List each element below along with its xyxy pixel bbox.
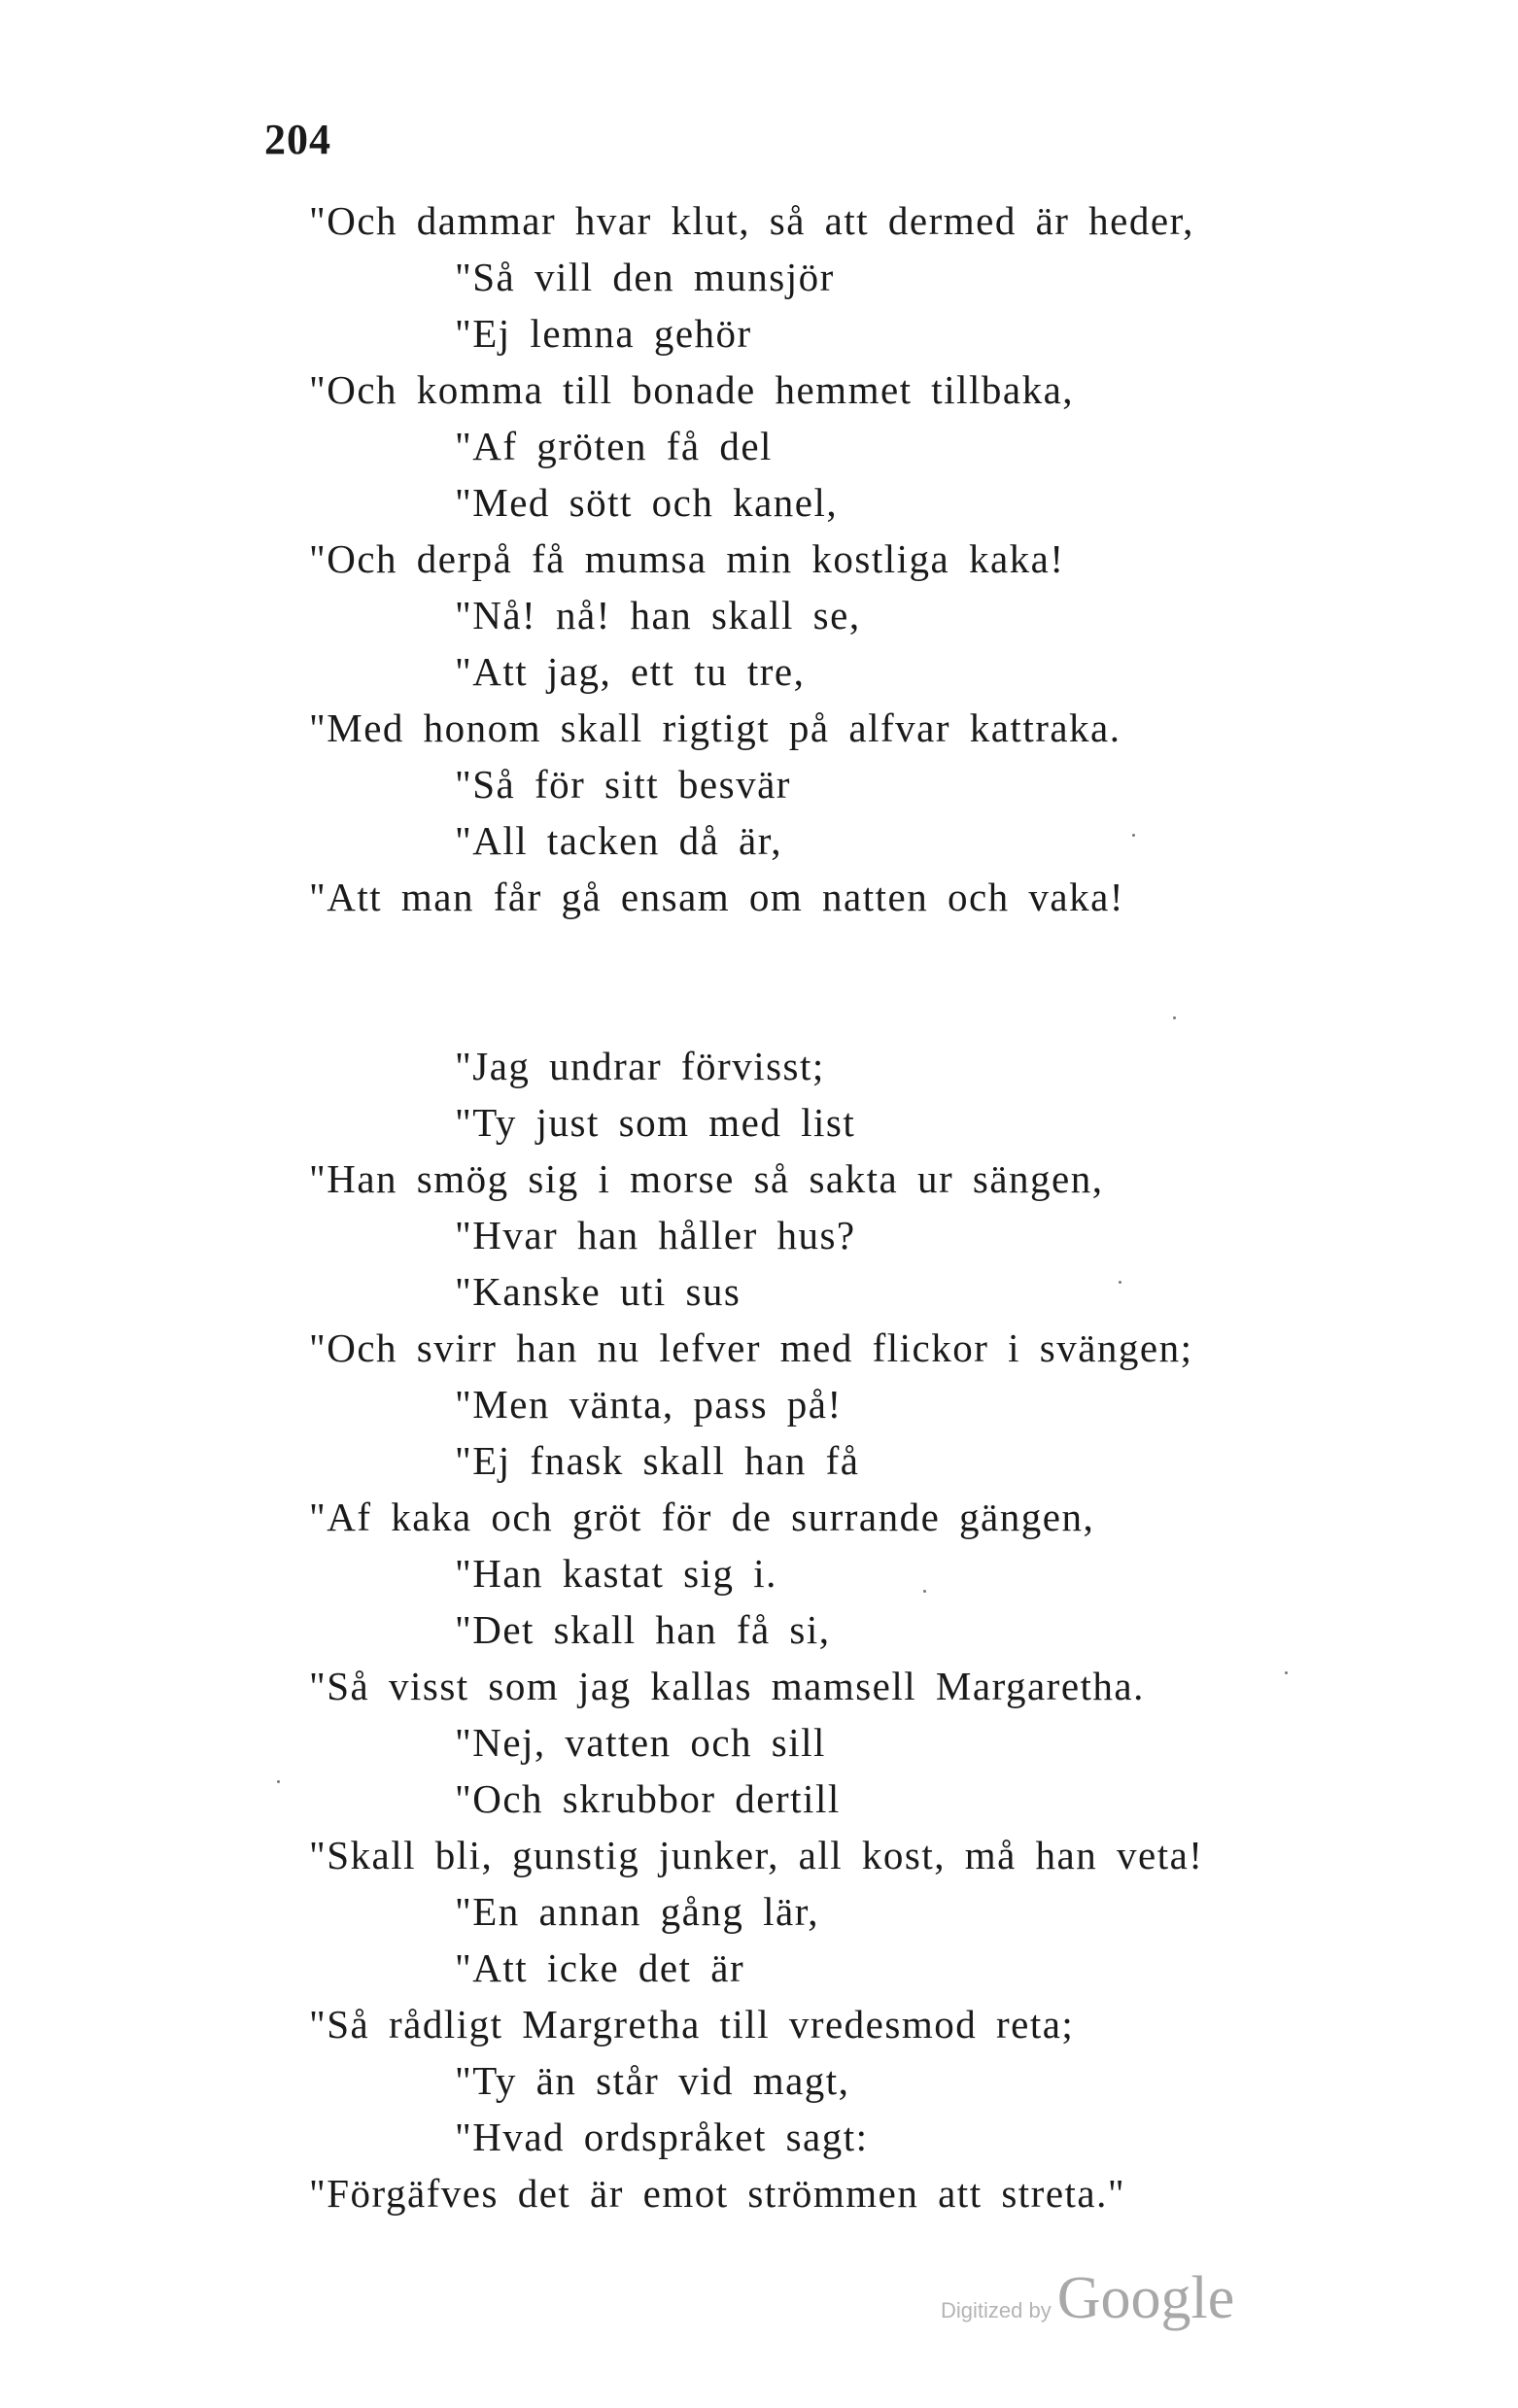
verse-line: "Jag undrar förvisst; <box>455 1044 825 1088</box>
verse-line: "Ty just som med list <box>455 1100 856 1145</box>
google-logo-text: Google <box>1056 2265 1235 2331</box>
scan-speck <box>1285 1671 1288 1674</box>
watermark-prefix: Digitized by <box>941 2298 1052 2322</box>
verse-line: "Skall bli, gunstig junker, all kost, må han veta! <box>309 1833 1204 1877</box>
verse-line: "Så vill den munsjör <box>455 255 835 299</box>
verse-line: "Och komma till bonade hemmet tillbaka, <box>309 367 1075 412</box>
verse-line: "Hvad ordspråket sagt: <box>455 2115 869 2159</box>
verse-line: "Och skrubbor dertill <box>455 1776 841 1821</box>
verse-line: "Med sött och kanel, <box>455 480 839 525</box>
scan-speck <box>277 1780 280 1783</box>
verse-line: "Af kaka och gröt för de surrande gängen, <box>309 1495 1095 1539</box>
verse-line: "Att jag, ett tu tre, <box>455 649 806 694</box>
verse-line: "Att man får gå ensam om natten och vaka! <box>309 875 1124 919</box>
verse-line: "Så visst som jag kallas mamsell Margaretha. <box>309 1664 1145 1708</box>
verse-line: "En annan gång lär, <box>455 1889 819 1934</box>
verse-line: "Det skall han få si, <box>455 1607 831 1652</box>
verse-line: "Af gröten få del <box>455 424 773 468</box>
digitized-watermark <box>941 2264 1234 2333</box>
scan-speck <box>923 1590 926 1593</box>
scan-speck <box>1119 1281 1121 1284</box>
scan-speck <box>1173 1016 1176 1019</box>
verse-line: "Hvar han håller hus? <box>455 1213 856 1257</box>
verse-line: "Med honom skall rigtigt på alfvar kattraka. <box>309 705 1121 750</box>
verse-line: "All tacken då är, <box>455 818 783 863</box>
verse-line: "Och svirr han nu lefver med flickor i svängen; <box>309 1325 1193 1370</box>
verse-line: "Att icke det är <box>455 1945 745 1990</box>
verse-line: "Kanske uti sus <box>455 1269 742 1314</box>
stanza <box>0 1038 1518 2221</box>
verse-line: "Och derpå få mumsa min kostliga kaka! <box>309 536 1065 581</box>
verse-line: "Ej fnask skall han få <box>455 1438 860 1483</box>
verse-line: "Och dammar hvar klut, så att dermed är heder, <box>309 198 1194 243</box>
verse-line: "Ty än står vid magt, <box>455 2058 850 2103</box>
verse-line: "Ej lemna gehör <box>455 311 752 356</box>
page-number: 204 <box>264 116 331 163</box>
verse-line: "Men vänta, pass på! <box>455 1382 843 1427</box>
scan-speck <box>1132 834 1135 837</box>
verse-line: "Han smög sig i morse så sakta ur sängen, <box>309 1156 1104 1201</box>
verse-line: "Nå! nå! han skall se, <box>455 593 861 637</box>
verse-line: "Förgäfves det är emot strömmen att streta." <box>309 2171 1126 2216</box>
verse-line: "Han kastat sig i. <box>455 1551 777 1596</box>
verse-line: "Nej, vatten och sill <box>455 1720 826 1765</box>
stanza <box>0 192 1518 925</box>
verse-line: "Så rådligt Margretha till vredesmod reta; <box>309 2002 1075 2047</box>
verse-line: "Så för sitt besvär <box>455 762 791 807</box>
poem-body <box>0 192 1518 2221</box>
